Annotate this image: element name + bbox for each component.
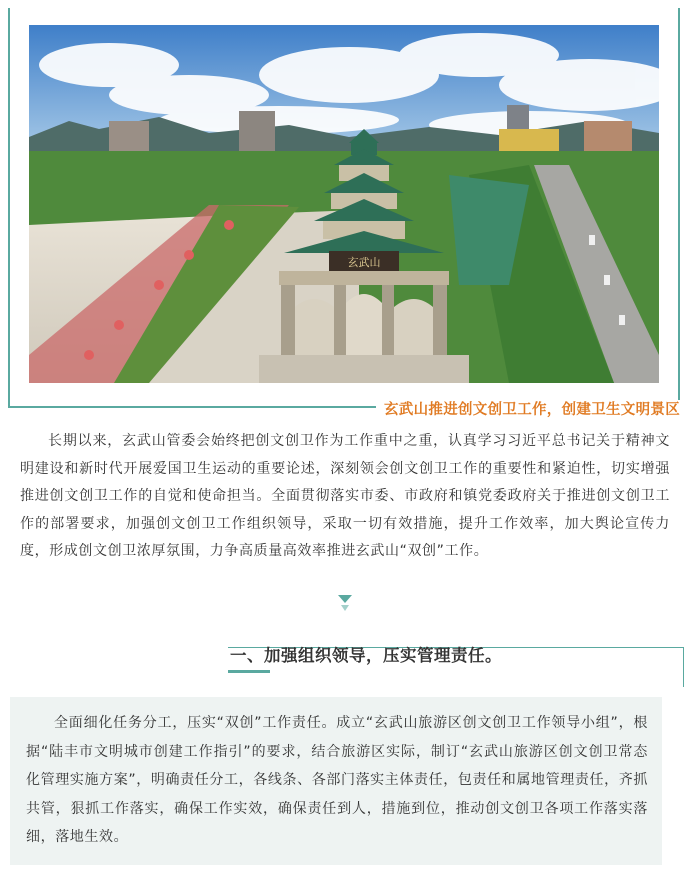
temple-gate-aerial-photo-icon (29, 25, 659, 383)
temple-gate-photo (29, 25, 659, 383)
svg-text:玄武山: 玄武山 (347, 256, 381, 269)
chevron-down-icon (337, 594, 353, 612)
photo-caption: 玄武山推进创文创卫工作，创建卫生文明景区 (376, 400, 680, 420)
section-title: 一、加强组织领导，压实管理责任。 (230, 646, 502, 665)
intro-paragraph: 长期以来，玄武山管委会始终把创文创卫作为工作重中之重，认真学习习近平总书记关于精神文明建设和新时代开展爱国卫生运动的重要论述，深刻领会创文创卫工作的重要性和紧迫性，切实增强推进创文创卫工作的自觉和使命担当。全面贯彻落实市委、市政府和镇党委政府关于推进创文创卫工作的部署要求，加强创文创卫工作组织领导，采取一切有效措施，提升工作效率，加大舆论宣传力度，形成创文创卫浓厚氛围，力争高质量高效率推进玄武山“双创”工作。 (20, 433, 670, 559)
section-body-text: 全面细化任务分工，压实“双创”工作责任。成立“玄武山旅游区创文创卫工作领导小组”，根据“陆丰市文明城市创建工作指引”的要求，结合旅游区实际，制订“玄武山旅游区创文创卫常态化管理实施方案”，明确责任分工，各线条、各部门落实主体责任，包责任和属地管理责任，齐抓共管，狠抓工作落实，确保工作实效，确保责任到人，措施到位，推动创文创卫各项工作落实落细，落地生效。 (26, 715, 648, 845)
section-title-underline (228, 670, 270, 673)
section-body-card (10, 697, 662, 865)
